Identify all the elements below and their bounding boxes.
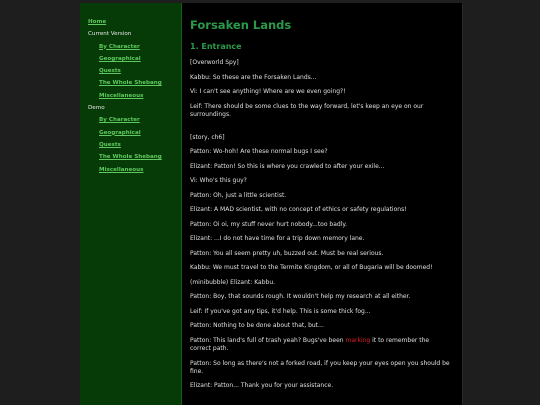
page-title: Forsaken Lands (190, 18, 292, 32)
sidebar-section-current-version (80, 28, 181, 40)
sidebar-item-demo-geographical[interactable] (80, 127, 181, 139)
dialogue-text: it to remember the correct path. (190, 336, 430, 353)
current-geographical-link[interactable]: Geographical (99, 55, 141, 62)
dialogue-line: Patton: So long as there's not a forked road, if you keep your eyes open you should be fine. (190, 359, 450, 375)
section-title-current-version: Current Version (88, 31, 132, 38)
sidebar-item-current-miscellaneous[interactable] (80, 90, 181, 102)
home-link[interactable]: Home (88, 19, 107, 25)
dialogue-line: [story, ch6] (190, 133, 225, 141)
demo-geographical-link[interactable]: Geographical (99, 129, 141, 136)
dialogue-line: Kabbu: So these are the Forsaken Lands... (190, 73, 317, 81)
sidebar-item-current-whole-shebang[interactable] (80, 77, 181, 89)
sidebar-item-demo-quests[interactable] (80, 139, 181, 151)
current-by-character-link[interactable]: By Character (99, 43, 140, 50)
sidebar-list (80, 16, 181, 176)
dialogue-line: Vi: Who's this guy? (190, 177, 247, 185)
dialogue-list (190, 59, 452, 391)
sidebar-item-demo-whole-shebang[interactable] (80, 151, 181, 163)
dialogue-line: Patton: Wo-hoh! Are these normal bugs I see? (190, 148, 328, 156)
sidebar-item-current-geographical[interactable] (80, 53, 181, 65)
dialogue-line: Patton: Boy, that sounds rough. It wouldn't help my research at all either. (190, 293, 411, 301)
sidebar (80, 3, 182, 405)
sidebar-item-home[interactable] (80, 16, 181, 28)
dialogue-line: Patton: Nothing to be done about that, but... (190, 322, 324, 330)
dialogue-line: Leif: There should be some clues to the way forward, let's keep an eye on our surroundings. (190, 102, 424, 118)
current-quests-link[interactable]: Quests (99, 68, 121, 75)
sidebar-item-current-quests[interactable] (80, 65, 181, 77)
demo-quests-link[interactable]: Quests (99, 141, 121, 148)
dialogue-line: Patton: Oh, just a little scientist. (190, 191, 287, 199)
dialogue-line: (minibubble) Elizant: Kabbu. (190, 278, 276, 286)
sidebar-item-demo-by-character[interactable] (80, 114, 181, 126)
sidebar-section-demo (80, 102, 181, 114)
current-miscellaneous-link[interactable]: Miscellaneous (99, 92, 144, 99)
dialogue-line: Elizant: A MAD scientist, with no concept of ethics or safety regulations! (190, 206, 407, 214)
current-whole-shebang-link[interactable]: The Whole Shebang (99, 80, 162, 87)
section-heading: 1. Entrance (190, 42, 242, 51)
highlighted-word: marking (345, 336, 371, 344)
demo-by-character-link[interactable]: By Character (99, 117, 140, 124)
sidebar-item-demo-miscellaneous[interactable] (80, 164, 181, 176)
dialogue-line: Elizant: Patton... Thank you for your assistance. (190, 382, 334, 390)
dialogue-line: Patton: Oi oi, my stuff never hurt nobody...too badly. (190, 220, 347, 228)
dialogue-line: Leif: If you've got any tips, it'd help. This is some thick fog... (190, 307, 371, 315)
main-content (190, 3, 452, 405)
dialogue-line: Kabbu: We must travel to the Termite Kingdom, or all of Bugaria will be doomed! (190, 264, 433, 272)
sidebar-item-current-by-character[interactable] (80, 41, 181, 53)
dialogue-line: Patton: You all seem pretty uh, buzzed out. Must be real serious. (190, 249, 384, 257)
dialogue-line: Elizant: Patton! So this is where you crawled to after your exile... (190, 162, 385, 170)
section-title-demo: Demo (88, 105, 105, 112)
dialogue-line: Vi: I can't see anything! Where are we even going?! (190, 88, 346, 95)
dialogue-line: Elizant: ...I do not have time for a trip down memory lane. (190, 235, 365, 243)
dialogue-line (190, 337, 452, 353)
demo-whole-shebang-link[interactable]: The Whole Shebang (99, 154, 162, 161)
dialogue-line: [Overworld Spy] (190, 59, 239, 66)
demo-miscellaneous-link[interactable]: Miscellaneous (99, 166, 144, 173)
dialogue-text: Patton: This land's full of trash yeah? Bugs've been (190, 336, 346, 344)
